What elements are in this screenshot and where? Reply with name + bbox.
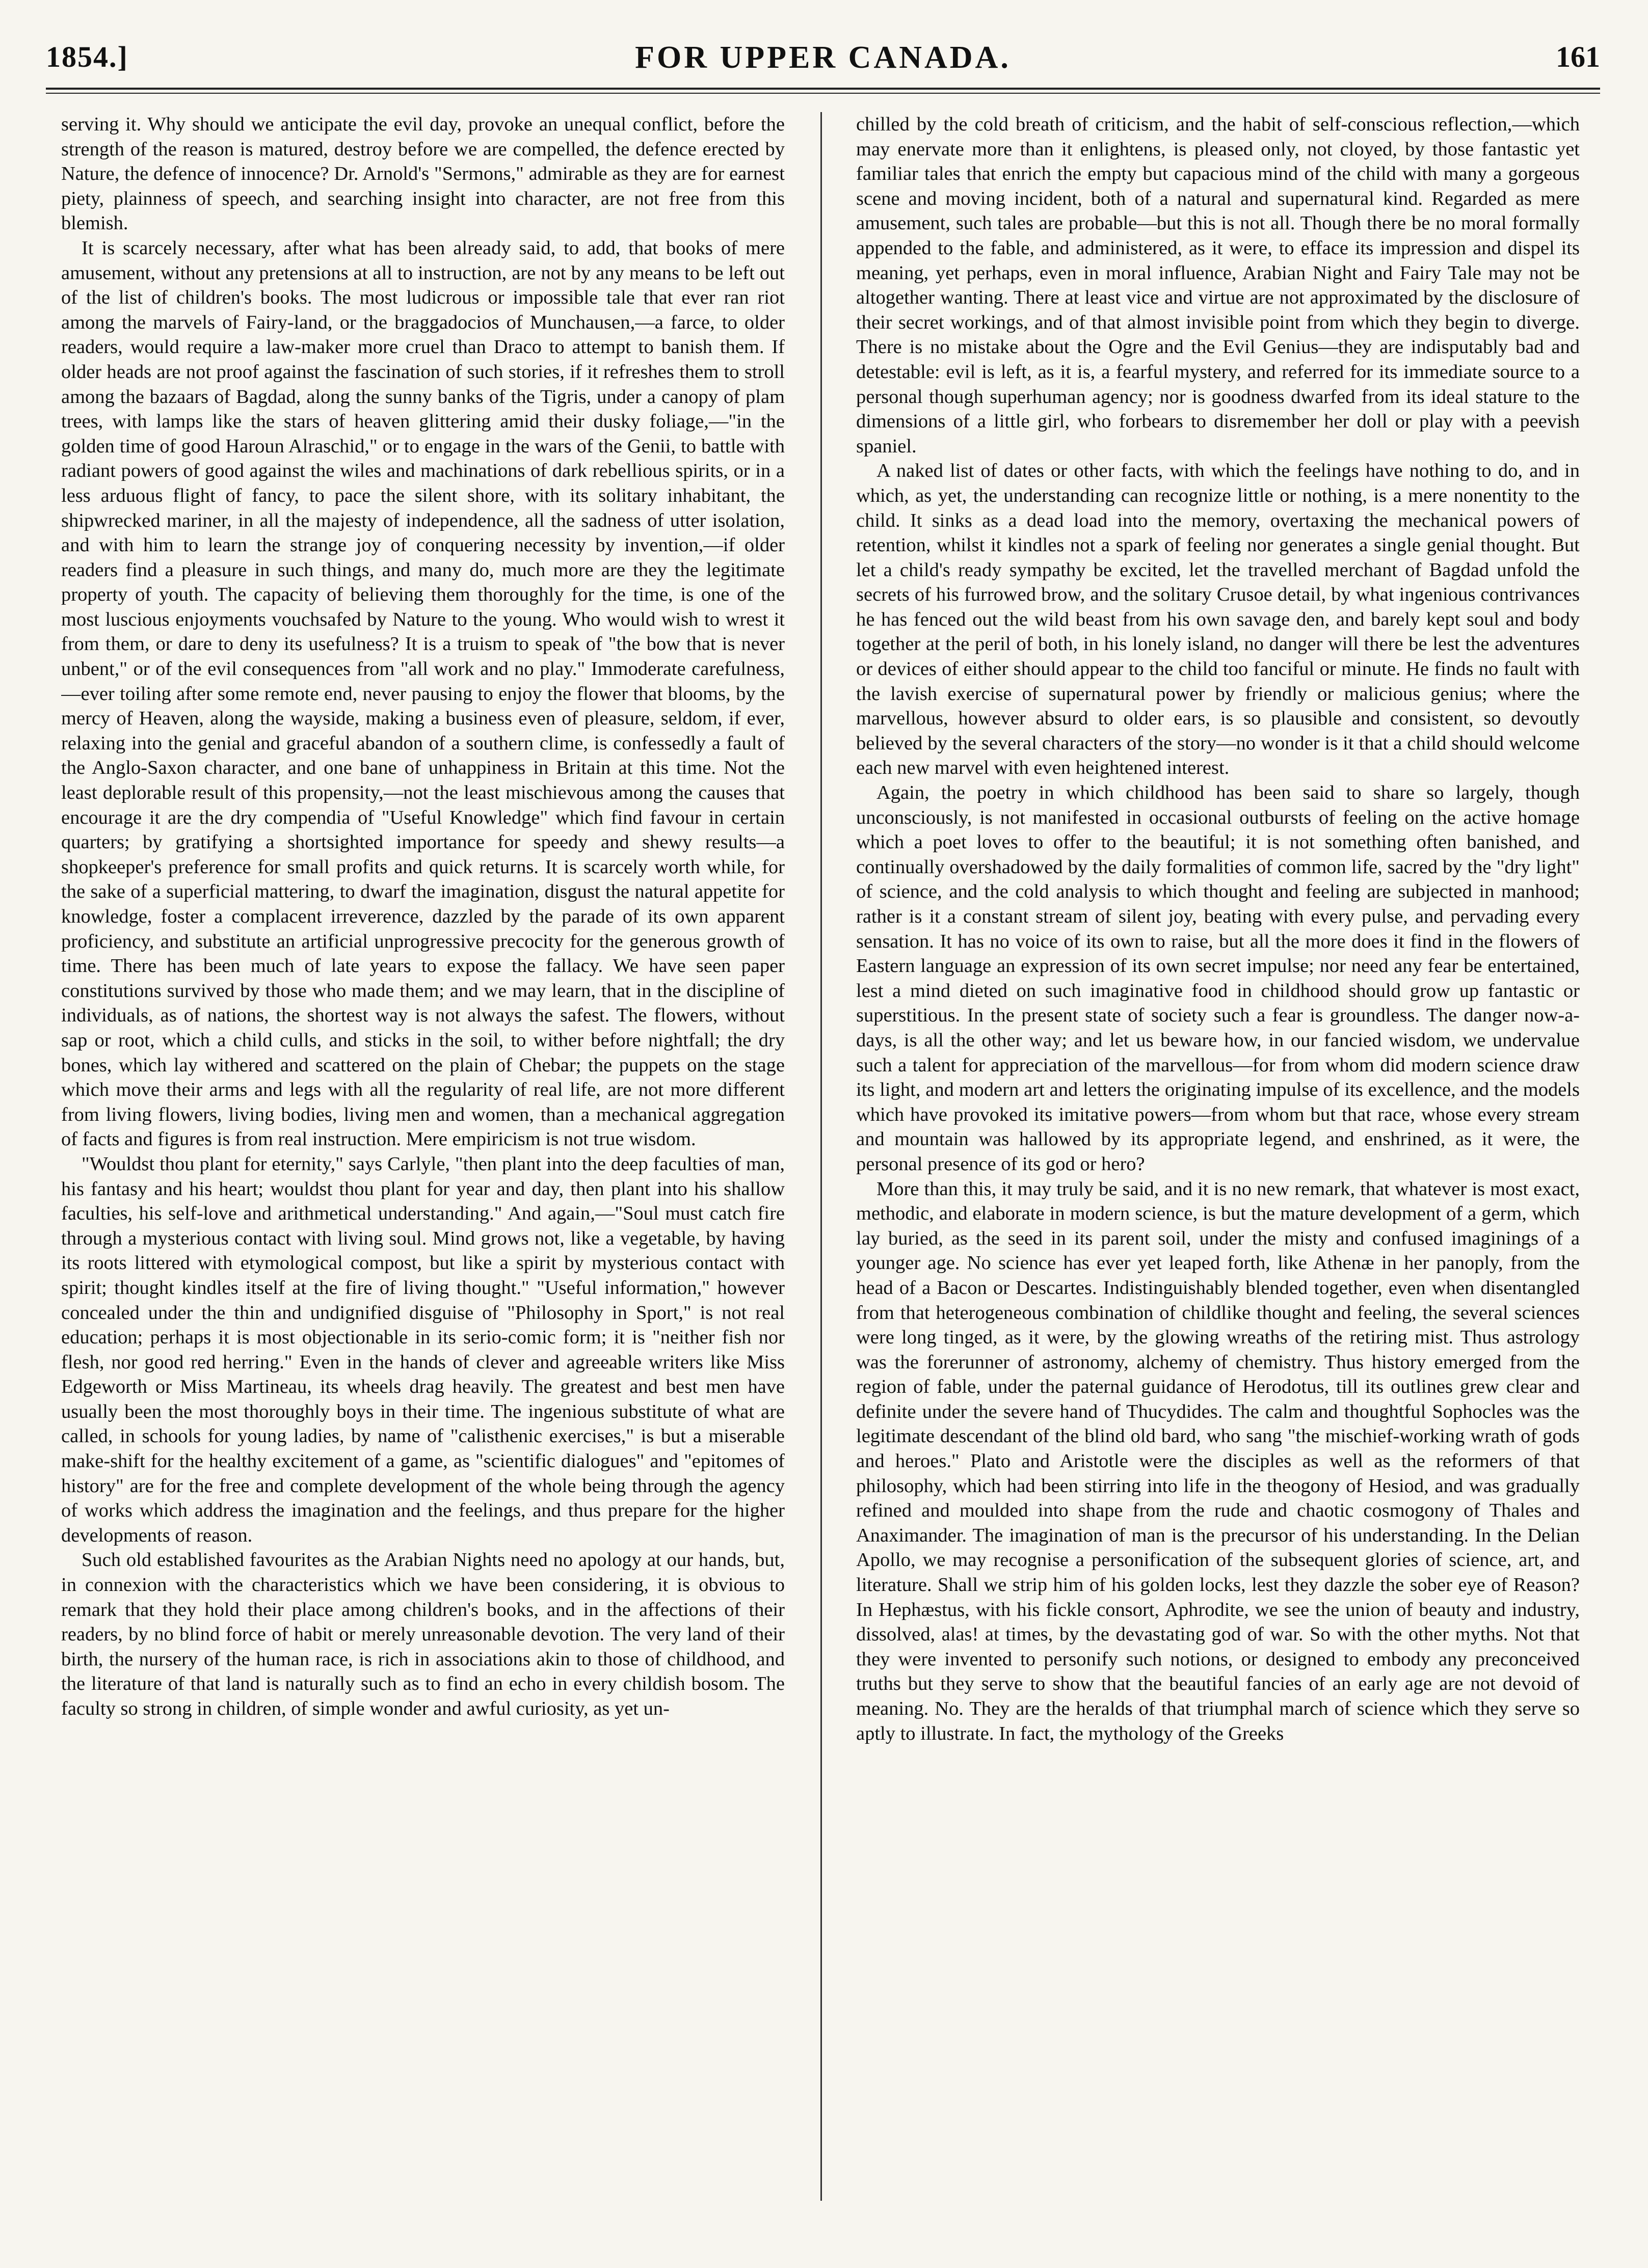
left-column xyxy=(61,112,785,2211)
paragraph: chilled by the cold breath of criticism, and the habit of self-conscious reflection,—which may enervate more than it enlightens, is pleased only, not cloyed, by those fantastic yet familiar tales that enrich the empty but capacious mind of the child with many a gorgeous scene and moving incident, both of a natural and supernatural kind. Regarded as mere amusement, such tales are probable—but this is not all. Though there be no moral formally appended to the fable, and administered, as it were, to efface its impression and dispel its meaning, yet perhaps, even in moral influence, Arabian Night and Fairy Tale may not be altogether wanting. There at least vice and virtue are not approximated by the disclosure of their secret workings, and of that almost invisible point from which they begin to diverge. There is no mistake about the Ogre and the Evil Genius—they are indisputably bad and detestable: evil is left, as it is, a fearful mystery, and referred for its immediate source to a personal though superhuman agency; nor is goodness dwarfed from its ideal stature to the dimensions of a little girl, who forbears to disremember her doll or play with a peevish spaniel. xyxy=(856,114,1580,457)
header-rule-thin xyxy=(46,93,1600,94)
paragraph: serving it. Why should we anticipate the evil day, provoke an unequal conflict, before the strength of the reason is matured, destroy before we are compelled, the defence erected by Nature, the defence of innocence? Dr. Arnold's "Sermons," admirable as they are for earnest piety, plainness of speech, and searching insight into character, are not free from this blemish. xyxy=(61,114,785,234)
right-column xyxy=(856,112,1580,2211)
text-columns xyxy=(61,112,1580,2211)
paragraph: More than this, it may truly be said, and it is no new remark, that whatever is most exact, methodic, and elaborate in modern science, is but the mature development of a germ, which lay buried, as the seed in its parent soil, under the misty and confused imaginings of a younger age. No science has ever yet leaped forth, like Athenæ in her panoply, from the head of a Bacon or Descartes. Indistinguishably blended together, even when disentangled from that heterogeneous combination of childlike thought and feeling, the several sciences were long tinged, as it were, by the glowing wreaths of the retiring mist. Thus astrology was the forerunner of astronomy, alchemy of chemistry. Thus history emerged from the region of fable, under the paternal guidance of Herodotus, till its outlines grew clear and definite under the severe hand of Thucydides. The calm and thoughtful Sophocles was the legitimate descendant of the blind old bard, who sang "the mischief-working wrath of gods and heroes." Plato and Aristotle were the disciples as well as the reformers of that philosophy, which had been stirring into life in the theogony of Hesiod, and was gradually refined and moulded into shape from the rude and chaotic cosmogony of Thales and Anaximander. The imagination of man is the precursor of his understanding. In the Delian Apollo, we may recognise a personification of the subsequent glories of science, art, and literature. Shall we strip him of his golden locks, lest they dazzle the sober eye of Reason? In Hephæstus, with his fickle consort, Aphrodite, we see the union of beauty and industry, dissolved, alas! at times, by the devastating god of war. So with the other myths. Not that they were invented to personify such notions, or designed to embody any preconceived truths but they serve to show that the beautiful fancies of an early age are not devoid of meaning. No. They are the heralds of that triumphal march of science which they serve so aptly to illustrate. In fact, the mythology of the Greeks xyxy=(856,1178,1580,1744)
paragraph: "Wouldst thou plant for eternity," says Carlyle, "then plant into the deep faculties of man, his fantasy and his heart; wouldst thou plant for year and day, then plant into his shallow faculties, his self-love and arithmetical understanding." And again,—"Soul must catch fire through a mysterious contact with living soul. Mind grows not, like a vegetable, by having its roots littered with etymological compost, but like a spirit by mysterious contact with spirit; thought kindles itself at the fire of living thought." "Useful information," however concealed under the thin and undignified disguise of "Philosophy in Sport," is not real education; perhaps it is most objectionable in its serio-comic form; it is "neither fish nor flesh, nor good red herring." Even in the hands of clever and agreeable writers like Miss Edgeworth or Miss Martineau, its wheels drag heavily. The greatest and best men have usually been the most thoroughly boys in their time. The ingenious substitute of what are called, in schools for young ladies, by name of "calisthenic exercises," is but a miserable make-shift for the healthy excitement of a game, as "scientific dialogues" and "epitomes of history" are for the free and complete development of the whole being through the agency of works which address the imagination and the feelings, and thus prepare for the higher developments of reason. xyxy=(61,1153,785,1546)
paragraph: It is scarcely necessary, after what has been already said, to add, that books of mere amusement, without any pretensions at all to instruction, are not by any means to be left out of the list of children's books. The most ludicrous or impossible tale that ever ran riot among the marvels of Fairy-land, or the braggadocios of Munchausen,—a farce, to older readers, would require a law-maker more cruel than Draco to attempt to banish them. If older heads are not proof against the fascination of such stories, if it refreshes them to stroll among the bazaars of Bagdad, along the sunny banks of the Tigris, under a canopy of plam trees, with lamps like the stars of heaven glittering amid their dusky foliage,—"in the golden time of good Haroun Alraschid," or to engage in the wars of the Genii, to battle with radiant powers of good against the wiles and machinations of dark rebellious spirits, or in a less arduous flight of fancy, to pace the silent shore, with its solitary inhabitant, the shipwrecked mariner, in all the majesty of independence, all the sadness of utter isolation, and with him to learn the strange joy of conquering necessity by invention,—if older readers find a pleasure in such things, and many do, much more are they the legitimate property of youth. The capacity of believing them thoroughly for the time, is one of the most luscious enjoyments vouchsafed by Nature to the young. Who would wish to wrest it from them, or dare to deny its usefulness? It is a truism to speak of "the bow that is never unbent," or of the evil consequences from "all work and no play." Immoderate carefulness,—ever toiling after some remote end, never pausing to enjoy the flower that blooms, by the mercy of Heaven, along the wayside, making a business even of pleasure, seldom, if ever, relaxing into the genial and graceful abandon of a southern clime, is confessedly a fault of the Anglo-Saxon character, and one bane of unhappiness in Britain at this time. Not the least deplorable result of this propensity,—not the least mischievous among the causes that encourage it are the dry compendia of "Useful Knowledge" which find favour in certain quarters; by gratifying a shortsighted importance for speedy and shewy results—a shopkeeper's preference for small profits and quick returns. It is scarcely worth while, for the sake of a superficial mattering, to dwarf the imagination, disgust the natural appetite for knowledge, foster a complacent irreverence, dazzled by the parade of its own apparent proficiency, and substitute an artificial unprogressive precocity for the generous growth of time. There has been much of late years to expose the fallacy. We have seen paper constitutions survived by those who made them; and we may learn, that in the discipline of individuals, as of nations, the shortest way is not always the safest. The flowers, without sap or root, which a child culls, and sticks in the soil, to wither before nightfall; the dry bones, which lay withered and scattered on the plain of Chebar; the puppets on the stage which move their arms and legs with all the regularity of real life, are not more different from living flowers, living bodies, living men and women, than a mechanical aggregation of facts and figures is from real instruction. Mere empiricism is not true wisdom. xyxy=(61,237,785,1150)
header-rule xyxy=(46,88,1600,90)
running-header xyxy=(46,40,1600,86)
header-date: 1854.] xyxy=(46,40,128,73)
paragraph: Such old established favourites as the Arabian Nights need no apology at our hands, but, in connexion with the characteristics which we have been considering, it is obvious to remark that they hold their place among children's books, and in the affections of their readers, by no blind force of habit or merely unreasonable devotion. The very land of their birth, the nursery of the human race, is rich in associations akin to those of childhood, and the literature of that land is naturally such as to find an echo in every childish bosom. The faculty so strong in children, of simple wonder and awful curiosity, as yet un- xyxy=(61,1549,785,1719)
page-number: 161 xyxy=(1556,40,1600,73)
paragraph: Again, the poetry in which childhood has been said to share so largely, though unconsciously, is not manifested in occasional outbursts of feeling on the active homage which a poet loves to offer to the beautiful; it is not something often banished, and continually overshadowed by the daily formalities of common life, sacred by the "dry light" of science, and the cold analysis to which thought and feeling are subjected in manhood; rather is it a constant stream of silent joy, beating with every pulse, and pervading every sensation. It has no voice of its own to raise, but all the more does it find in the flowers of Eastern language an expression of its own secret impulse; nor need any fear be entertained, lest a mind dieted on such imaginative food in childhood should grow up fantastic or superstitious. In the present state of society such a fear is groundless. The danger now-a-days, is all the other way; and let us beware how, in our fancied wisdom, we undervalue such a talent for appreciation of the marvellous—for from whom did modern science draw its light, and modern art and letters the originating impulse of its excellence, and the models which have provoked its imitative powers—from whom but that race, whose every stream and mountain was hallowed by its appropriate legend, and enshrined, as it were, the personal presence of its god or hero? xyxy=(856,782,1580,1175)
column-divider xyxy=(820,112,822,2201)
paragraph: A naked list of dates or other facts, with which the feelings have nothing to do, and in which, as yet, the understanding can recognize little or nothing, is a mere nonentity to the child. It sinks as a dead load into the memory, overtaxing the mechanical powers of retention, whilst it kindles not a spark of feeling nor generates a single genial thought. But let a child's ready sympathy be excited, let the travelled merchant of Bagdad unfold the secrets of his furrowed brow, and the solitary Crusoe detail, by what ingenious contrivances he has fenced out the wild beast from his own savage den, and barely kept soul and body together at the peril of both, in his lonely island, no danger will there be lest the adventures or devices of either should appear to the child too fanciful or minute. He finds no fault with the lavish exercise of supernatural power by friendly or malicious genius; where the marvellous, however absurd to older ears, is so plausible and consistent, so devoutly believed by the several characters of the story—no wonder is it that a child should welcome each new marvel with even heightened interest. xyxy=(856,460,1580,779)
header-title: FOR UPPER CANADA. xyxy=(635,40,1011,75)
